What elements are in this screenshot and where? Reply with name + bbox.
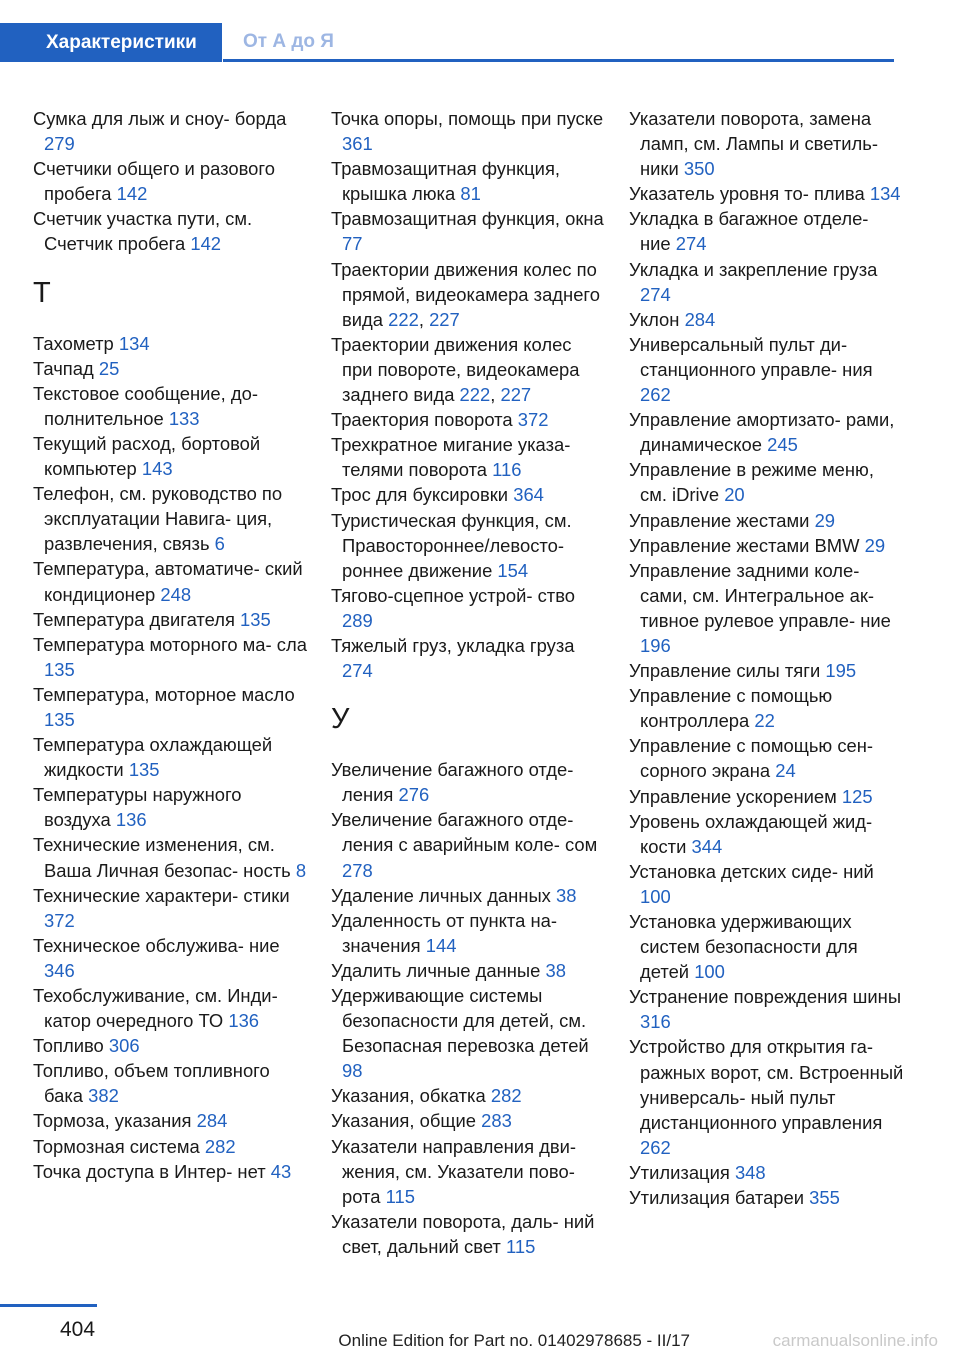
index-entry bbox=[629, 508, 904, 533]
index-entry bbox=[629, 658, 904, 683]
page-link[interactable]: 144 bbox=[425, 934, 457, 956]
index-entry-text: Управление с помощью сен‐ сорного экрана bbox=[629, 735, 874, 782]
index-entry-text: Удаление личных данных bbox=[331, 884, 551, 906]
index-entry-text: Утилизация bbox=[629, 1161, 730, 1183]
index-entry-text: Технические характери‐ стики bbox=[33, 884, 290, 906]
index-entry bbox=[33, 632, 308, 682]
page-link[interactable]: 372 bbox=[44, 909, 75, 931]
index-entry bbox=[331, 432, 606, 482]
index-entry-text: Температура, моторное масло bbox=[33, 683, 295, 705]
header-divider bbox=[223, 59, 894, 62]
index-entry-text: Уровень охлаждающей жид‐ кости bbox=[629, 810, 873, 857]
index-entry bbox=[33, 556, 308, 606]
page-link[interactable]: 284 bbox=[196, 1110, 228, 1132]
index-entry bbox=[33, 1134, 308, 1159]
index-entry-text: Увеличение багажного отде‐ ления bbox=[331, 759, 574, 806]
index-entry bbox=[331, 1108, 606, 1133]
page-link[interactable]: 282 bbox=[490, 1085, 522, 1107]
index-entry bbox=[629, 407, 904, 457]
index-entry bbox=[331, 883, 606, 908]
page-link[interactable]: 43 bbox=[270, 1160, 292, 1182]
index-entry-text: Тяжелый груз, укладка груза bbox=[331, 634, 575, 656]
page-link[interactable]: 115 bbox=[506, 1235, 536, 1257]
index-entry bbox=[331, 106, 606, 156]
index-entry-text: Тачпад bbox=[33, 357, 94, 379]
page-link[interactable]: 142 bbox=[190, 233, 222, 255]
index-entry-text: Тахометр bbox=[33, 332, 114, 354]
page-link[interactable]: 355 bbox=[809, 1187, 840, 1209]
index-entry bbox=[331, 583, 606, 633]
index-entry bbox=[33, 1058, 308, 1108]
page-link[interactable]: 382 bbox=[88, 1085, 119, 1107]
index-entry-text: Удаленность от пункта на‐ значения bbox=[331, 909, 557, 956]
page-link[interactable]: 245 bbox=[767, 434, 798, 456]
page-link[interactable]: 136 bbox=[115, 809, 147, 831]
page-link[interactable]: 274 bbox=[342, 660, 373, 682]
index-entry bbox=[33, 206, 308, 256]
index-entry bbox=[331, 1134, 606, 1209]
index-entry bbox=[331, 958, 606, 983]
page-link[interactable]: 361 bbox=[342, 133, 373, 155]
index-entry bbox=[629, 984, 904, 1034]
page-link[interactable]: 24 bbox=[775, 760, 796, 782]
page-link[interactable]: 142 bbox=[116, 183, 148, 205]
index-entry-text: Точка опоры, помощь при пуске bbox=[331, 108, 604, 129]
index-entry-text: Указания, обкатка bbox=[331, 1085, 486, 1107]
index-entry bbox=[629, 733, 904, 783]
page-link[interactable]: 133 bbox=[168, 407, 200, 429]
index-entry bbox=[33, 782, 308, 832]
index-entry-text: Тормоза, указания bbox=[33, 1110, 192, 1132]
index-entry-text: Управление жестами bbox=[629, 509, 810, 531]
index-entry bbox=[33, 381, 308, 431]
index-entry bbox=[629, 257, 904, 307]
index-entry bbox=[33, 933, 308, 983]
page-link[interactable]: 77 bbox=[342, 233, 363, 255]
page-link[interactable]: 278 bbox=[342, 859, 373, 881]
index-entry-text: Температура охлаждающей жидкости bbox=[33, 734, 273, 781]
index-entry-text: Текущий расход, бортовой компьютер bbox=[33, 432, 261, 480]
index-entry bbox=[331, 482, 606, 507]
index-entry bbox=[629, 332, 904, 407]
page-link[interactable]: 222 bbox=[459, 384, 491, 406]
index-entry-text: Указатель уровня то‐ плива bbox=[629, 183, 865, 205]
page-link[interactable]: 222 bbox=[388, 308, 419, 330]
page-link[interactable]: 8 bbox=[295, 859, 307, 881]
index-entry-text: Управление с помощью контроллера bbox=[629, 685, 833, 732]
index-entry-text: Удерживающие системы безопасности для детей, см. Безопасная перевозка детей bbox=[331, 985, 589, 1057]
index-entry bbox=[629, 1034, 904, 1159]
index-entry bbox=[331, 407, 606, 432]
page-link[interactable]: 306 bbox=[108, 1035, 140, 1057]
index-entry bbox=[33, 1159, 308, 1184]
tab-characteristics[interactable]: Характеристики bbox=[0, 23, 222, 62]
page-link[interactable]: 135 bbox=[44, 708, 75, 730]
index-entry bbox=[629, 181, 904, 206]
index-entry-text: Укладка в багажное отделе‐ ние bbox=[629, 208, 869, 255]
index-entry-text: Техническое обслужива‐ ние bbox=[33, 934, 280, 956]
index-entry-text: Управление задними коле‐ сами, см. Интегральное ак‐ тивное рулевое управле‐ ние bbox=[629, 559, 891, 631]
index-entry bbox=[331, 807, 606, 882]
index-entry bbox=[629, 859, 904, 909]
index-entry-text: Универсальный пульт ди‐ станционного управле‐ ния bbox=[629, 333, 873, 380]
tab-a-to-z[interactable]: От А до Я bbox=[243, 31, 334, 52]
index-entry-text: Температуры наружного воздуха bbox=[33, 784, 242, 831]
page-link[interactable]: 22 bbox=[754, 710, 775, 732]
index-entry-text: Топливо, объем топливного бака bbox=[33, 1060, 270, 1107]
index-entry bbox=[629, 457, 904, 507]
index-entry-text: Указатели поворота, даль‐ ний свет, дальний свет bbox=[331, 1210, 595, 1257]
index-entry bbox=[629, 1185, 904, 1210]
page-link[interactable]: 279 bbox=[44, 133, 75, 155]
edition-note: Online Edition for Part no. 01402978685 - II/17 bbox=[338, 1331, 690, 1350]
index-entry-text: Установка детских сиде‐ ний bbox=[629, 860, 874, 882]
page-link[interactable]: 350 bbox=[683, 158, 715, 180]
page-link[interactable]: 316 bbox=[640, 1011, 671, 1033]
index-entry bbox=[629, 909, 904, 984]
index-entry-text: Устройство для открытия га‐ ражных ворот, см. Встроенный универсаль‐ ный пульт дистанционного управления bbox=[629, 1036, 904, 1133]
page-link[interactable]: 116 bbox=[492, 459, 522, 481]
index-entry-text: Счетчики общего и разового пробега bbox=[33, 158, 275, 205]
index-entry bbox=[331, 1083, 606, 1108]
page-link[interactable]: 38 bbox=[545, 959, 566, 981]
page-link[interactable]: 196 bbox=[640, 634, 671, 656]
index-entry-text: Топливо bbox=[33, 1035, 104, 1057]
page-link[interactable]: 364 bbox=[513, 484, 544, 506]
index-entry bbox=[629, 809, 904, 859]
index-entry bbox=[331, 983, 606, 1083]
page-link[interactable]: 276 bbox=[398, 784, 430, 806]
page-link[interactable]: 100 bbox=[694, 961, 725, 983]
page-link[interactable]: 195 bbox=[825, 660, 857, 682]
page-link[interactable]: 262 bbox=[640, 384, 671, 406]
page-link[interactable]: 6 bbox=[214, 533, 225, 555]
index-entry-text: Управление амортизато‐ рами, динамическое bbox=[629, 409, 895, 456]
index-entry-text: Телефон, см. руководство по эксплуатации Навига‐ ция, развлечения, связь bbox=[33, 483, 283, 555]
page-link[interactable]: 135 bbox=[128, 759, 160, 781]
page-link[interactable]: 348 bbox=[734, 1161, 766, 1183]
index-entry-text: Увеличение багажного отде‐ ления с аварийным коле‐ сом bbox=[331, 809, 598, 856]
index-letter-heading: Т bbox=[33, 276, 51, 309]
page-link[interactable]: 248 bbox=[160, 583, 192, 605]
page-link[interactable]: 20 bbox=[724, 484, 745, 506]
watermark: carmanualsonline.info bbox=[772, 1331, 938, 1350]
index-entry-text: Траектории движения колес при повороте, видеокамера заднего вида bbox=[331, 333, 580, 406]
index-entry bbox=[33, 1108, 308, 1133]
page-link[interactable]: 81 bbox=[460, 183, 481, 205]
index-entry-text: Управление в режиме меню, см. iDrive bbox=[629, 459, 874, 506]
page-link[interactable]: 282 bbox=[204, 1135, 236, 1157]
footer-divider bbox=[0, 1304, 97, 1307]
index-entry-text: Устранение повреждения шины bbox=[629, 986, 902, 1008]
index-entry: Траектории движения колес при повороте, видеокамера заднего вида 222, 227 bbox=[331, 333, 580, 406]
index-entry-text: Технические изменения, см. Ваша Личная безопас‐ ность bbox=[33, 834, 291, 881]
index-entry bbox=[331, 1209, 606, 1259]
index-entry bbox=[629, 558, 904, 658]
index-entry-text: Трос для буксировки bbox=[331, 484, 509, 506]
page-link[interactable]: 134 bbox=[118, 332, 150, 354]
index-entry bbox=[629, 683, 904, 733]
index-entry bbox=[629, 206, 904, 256]
index-entry-text: Температура двигателя bbox=[33, 608, 235, 630]
index-entry bbox=[33, 983, 308, 1033]
page-number: 404 bbox=[60, 1318, 96, 1341]
page-header bbox=[0, 0, 960, 62]
index-entry-text: Утилизация батареи bbox=[629, 1187, 805, 1209]
index-entry-text: Управление ускорением bbox=[629, 785, 837, 807]
index-entry bbox=[33, 732, 308, 782]
index-entry bbox=[33, 356, 308, 381]
index-entry-text: Установка удерживающих систем безопасности для детей bbox=[629, 911, 858, 983]
page-link[interactable]: 227 bbox=[500, 384, 532, 406]
index-entry bbox=[33, 431, 308, 481]
index-entry-text: Указатели поворота, замена ламп, см. Лампы и светиль‐ ники bbox=[629, 108, 878, 180]
index-entry-text: Травмозащитная функция, окна bbox=[331, 208, 604, 230]
index-entry bbox=[33, 883, 308, 933]
page-link[interactable]: 372 bbox=[517, 409, 549, 431]
index-entry bbox=[629, 106, 904, 181]
index-entry-text: Укладка и закрепление груза bbox=[629, 258, 878, 280]
page-link[interactable]: 25 bbox=[98, 357, 120, 379]
page-link[interactable]: 289 bbox=[342, 609, 373, 631]
index-entry bbox=[629, 1160, 904, 1185]
index-entry-text: Указатели направления дви‐ жения, см. Указатели пово‐ рота bbox=[331, 1135, 577, 1207]
page-link[interactable]: 135 bbox=[240, 608, 271, 630]
page-link[interactable]: 135 bbox=[44, 658, 75, 680]
index-entry bbox=[331, 908, 606, 958]
page-link[interactable]: 100 bbox=[640, 885, 671, 907]
page-link[interactable]: 38 bbox=[556, 884, 577, 906]
index-column-3 bbox=[629, 106, 904, 1210]
index-entry-text: Температура, автоматиче‐ ский кондиционер bbox=[33, 558, 303, 605]
page-link[interactable]: 29 bbox=[814, 509, 836, 531]
index-entry: Траектории движения колес по прямой, видеокамера заднего вида 222, 227 bbox=[331, 258, 600, 330]
page-link[interactable]: 154 bbox=[497, 559, 529, 581]
index-entry-text: Туристическая функция, см. Правостороннее/левосто‐ роннее движение bbox=[331, 509, 572, 581]
index-entry bbox=[33, 832, 308, 882]
index-entry-text: Травмозащитная функция, крышка люка bbox=[331, 158, 561, 205]
index-entry bbox=[331, 156, 606, 206]
index-entry bbox=[33, 1033, 308, 1058]
page-link[interactable]: 274 bbox=[675, 233, 707, 255]
page-link[interactable]: 346 bbox=[44, 959, 75, 981]
index-entry-text: Температура моторного ма‐ сла bbox=[33, 633, 307, 655]
index-entry-text: Управление жестами BMW bbox=[629, 534, 860, 556]
index-column-1 bbox=[33, 106, 308, 1184]
index-entry bbox=[331, 633, 606, 683]
index-entry-text: Трехкратное мигание указа‐ телями поворота bbox=[331, 434, 571, 481]
index-entry-text: Тормозная система bbox=[33, 1135, 200, 1157]
page-link[interactable]: 227 bbox=[429, 308, 460, 330]
index-entry bbox=[629, 307, 904, 332]
index-entry bbox=[33, 607, 308, 632]
index-entry-text: Указания, общие bbox=[331, 1110, 476, 1132]
index-entry-text: Счетчик участка пути, см. Счетчик пробега bbox=[33, 208, 253, 255]
index-entry bbox=[331, 757, 606, 807]
index-entry bbox=[33, 106, 308, 156]
index-entry bbox=[331, 206, 606, 256]
index-entry-text: Текстовое сообщение, до‐ полнительное bbox=[33, 382, 258, 429]
page-link[interactable]: 283 bbox=[481, 1110, 512, 1132]
page-link[interactable]: 274 bbox=[640, 283, 671, 305]
page-link[interactable]: 284 bbox=[684, 308, 716, 330]
index-entry bbox=[33, 156, 308, 206]
index-entry-text: Удалить личные данные bbox=[331, 959, 541, 981]
index-entry bbox=[33, 682, 308, 732]
index-letter-heading: У bbox=[331, 703, 350, 736]
index-entry-text: Точка доступа в Интер‐ нет bbox=[33, 1160, 266, 1182]
index-entry-text: Сумка для лыж и сноу‐ борда bbox=[33, 108, 287, 129]
page-link[interactable]: 29 bbox=[864, 534, 886, 556]
index-entry-text: Уклон bbox=[629, 308, 680, 330]
index-entry-text: Траектория поворота bbox=[331, 409, 513, 431]
index-entry bbox=[629, 533, 904, 558]
page-link[interactable]: 115 bbox=[385, 1185, 415, 1207]
page-link[interactable]: 125 bbox=[841, 785, 873, 807]
index-entry-text: Траектории движения колес по прямой, видеокамера заднего вида bbox=[331, 258, 600, 330]
index-entry-text: Управление силы тяги bbox=[629, 660, 821, 682]
index-entry-text: Тягово-сцепное устрой‐ ство bbox=[331, 584, 576, 606]
index-column-2 bbox=[331, 106, 606, 1259]
page-link[interactable]: 344 bbox=[691, 835, 723, 857]
page-link[interactable]: 98 bbox=[342, 1060, 363, 1082]
page-link[interactable]: 136 bbox=[228, 1010, 260, 1032]
index-entry bbox=[331, 508, 606, 583]
index-entry bbox=[33, 481, 308, 556]
page-link[interactable]: 134 bbox=[869, 183, 901, 205]
index-entry-text: Техобслуживание, см. Инди‐ катор очередного ТО bbox=[33, 985, 278, 1032]
index-entry bbox=[629, 784, 904, 809]
page-link[interactable]: 143 bbox=[141, 458, 173, 480]
page-link[interactable]: 262 bbox=[640, 1136, 671, 1158]
index-entry bbox=[33, 331, 308, 356]
